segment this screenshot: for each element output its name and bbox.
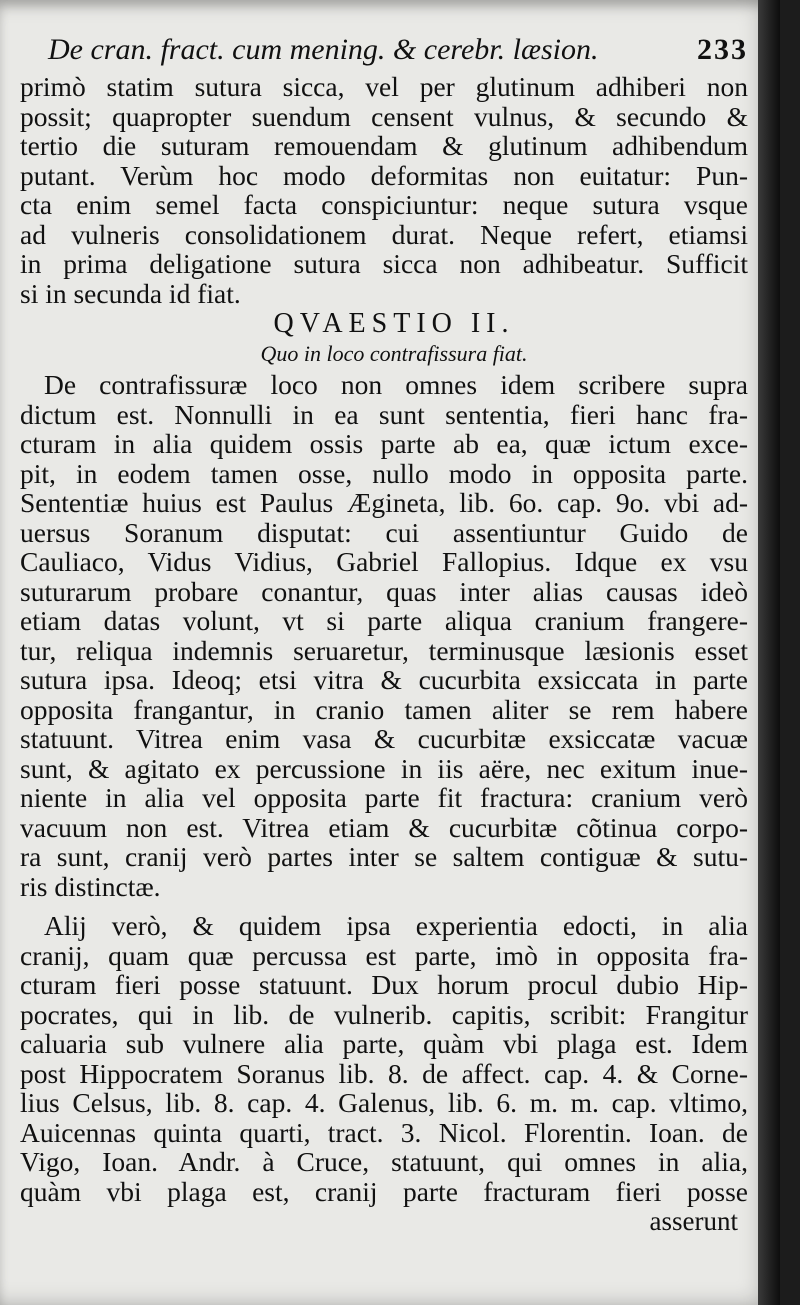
text-line: primò statim sutura sicca, vel per glutinum adhiberi non [20, 71, 748, 102]
text-line: tertio die suturam remouendam & glutinum adhibendum [20, 130, 748, 161]
text-line: etiam datas volunt, vt si parte aliqua cranium frangere- [20, 605, 748, 636]
text-line: in prima deligatione sutura sicca non adhibeatur. Sufficit [20, 248, 748, 279]
text-line: vacuum non est. Vitrea etiam & cucurbitæ cõtinua corpo- [20, 811, 748, 843]
section-subheading: Quo in loco contrafissura fiat. [260, 341, 528, 366]
text-line: De contrafissuræ loco non omnes idem scribere supra [44, 369, 748, 400]
text-line: caluaria sub vulnere alia parte, quàm vbi plaga est. Idem [20, 1028, 748, 1059]
paragraph-3 [20, 911, 748, 1206]
text-line: ris distinctæ. [20, 870, 161, 902]
text-line: Alij verò, & quidem ipsa experientia edocti, in alia [44, 910, 748, 941]
text-line: cturam in alia quidem ossis parte ab ea, quæ ictum exce- [20, 428, 748, 459]
text-line: pit, in eodem tamen osse, nullo modo in opposita parte. [20, 457, 748, 489]
section-heading: QVAESTIO II. [273, 308, 515, 339]
text-line: putant. Verùm hoc modo deformitas non euitatur: Pun- [20, 159, 748, 191]
text-line: post Hippocratem Soranus lib. 8. de affect. cap. 4. & Corne- [20, 1057, 748, 1089]
catchword: asserunt [649, 1206, 738, 1236]
text-line: ad vulneris consolidationem durat. Neque refert, etiamsi [20, 218, 748, 250]
text-line: dictum est. Nonnulli in ea sunt sententia, fieri hanc fra- [20, 398, 748, 430]
text-line: ra sunt, cranij verò partes inter se saltem contiguæ & sutu- [20, 841, 748, 872]
text-line: Cauliaco, Vidus Vidius, Gabriel Fallopius. Idque ex vsu [20, 546, 748, 577]
text-line: sunt, & agitato ex percussione in iis aëre, nec exitum inue- [20, 752, 748, 784]
text-line: cta enim semel facta conspiciuntur: neque sutura vsque [20, 189, 748, 220]
paragraph-2 [20, 370, 748, 901]
text-line: Sententiæ huius est Paulus Ægineta, lib. 6o. cap. 9o. vbi ad- [20, 487, 748, 518]
text-line: tur, reliqua indemnis seruaretur, terminusque læsionis esset [20, 634, 748, 666]
text-line: suturarum probare conantur, quas inter alias causas ideò [20, 575, 748, 607]
text-line: cranij, quam quæ percussa est parte, imò in opposita fra- [20, 939, 748, 971]
text-line: Vigo, Ioan. Andr. à Cruce, statuunt, qui omnes in alia, [20, 1146, 748, 1177]
text-line: niente in alia vel opposita parte fit fractura: cranium verò [20, 782, 748, 813]
text-line: possit; quapropter suendum censent vulnus, & secundo & [20, 100, 748, 132]
text-line: opposita frangantur, in cranio tamen aliter se rem habere [20, 693, 748, 725]
text-line: sutura ipsa. Ideoq; etsi vitra & cucurbita exsiccata in parte [20, 664, 748, 695]
running-head [20, 30, 748, 70]
book-gutter [758, 0, 780, 1305]
text-line: si in secunda id fiat. [20, 277, 241, 309]
paragraph-1 [20, 72, 748, 308]
text-line: statuunt. Vitrea enim vasa & cucurbitæ exsiccatæ vacuæ [20, 723, 748, 754]
text-line: Auicennas quinta quarti, tract. 3. Nicol. Florentin. Ioan. de [20, 1116, 748, 1148]
text-line: pocrates, qui in lib. de vulnerib. capitis, scribit: Frangitur [20, 998, 748, 1030]
page-content [20, 30, 748, 1236]
text-line: uersus Soranum disputat: cui assentiuntur Guido de [20, 516, 748, 548]
page-number: 233 [697, 33, 748, 66]
text-line: lius Celsus, lib. 8. cap. 4. Galenus, lib. 6. m. m. cap. vltimo, [20, 1087, 748, 1118]
text-line: cturam fieri posse statuunt. Dux horum procul dubio Hip- [20, 969, 748, 1000]
running-head-title: De cran. fract. cum mening. & cerebr. læsion. [48, 33, 599, 66]
text-line: quàm vbi plaga est, cranij parte fracturam fieri posse [20, 1175, 748, 1207]
